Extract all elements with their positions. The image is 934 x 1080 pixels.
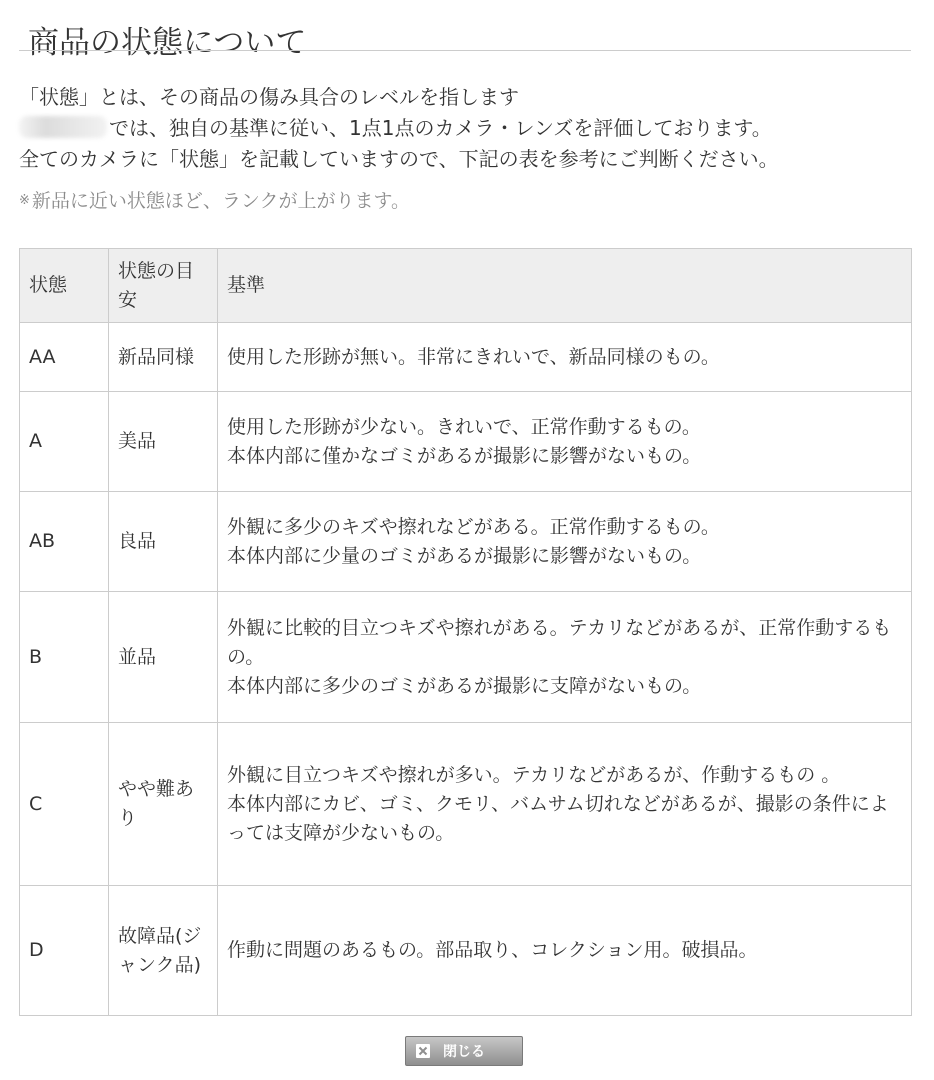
page-title: 商品の状態について xyxy=(28,24,307,61)
criteria-line: 使用した形跡が少ない。きれいで、正常作動するもの。 xyxy=(227,415,701,438)
redacted-shop-name xyxy=(19,116,107,138)
criteria-cell xyxy=(218,323,912,392)
criteria-line: 外観に多少のキズや擦れなどがある。正常作動するもの。 xyxy=(227,515,720,538)
criteria-cell xyxy=(218,492,912,592)
table-row xyxy=(20,392,912,492)
table-row xyxy=(20,886,912,1016)
intro-text xyxy=(19,82,779,175)
grade-cell: B xyxy=(20,592,109,723)
grade-cell: C xyxy=(20,723,109,886)
criteria-line: 本体内部に僅かなゴミがあるが撮影に影響がないもの。 xyxy=(227,444,702,467)
title-divider xyxy=(19,50,911,51)
intro-line-2-text: では、独自の基準に従い、1点1点のカメラ・レンズを評価しております。 xyxy=(109,116,772,140)
grade-cell: A xyxy=(20,392,109,492)
intro-line-1: 「状態」とは、その商品の傷み具合のレベルを指します xyxy=(19,85,519,109)
criteria-line: 使用した形跡が無い。非常にきれいで、新品同様のもの。 xyxy=(227,345,720,368)
note-text: 新品に近い状態ほど、ランクが上がります。 xyxy=(31,190,411,212)
criteria-line: 本体内部に多少のゴミがあるが撮影に支障がないもの。 xyxy=(227,674,702,697)
close-button-label: 閉じる xyxy=(443,1044,485,1060)
criteria-cell xyxy=(218,392,912,492)
table-row xyxy=(20,592,912,723)
intro-line-3: 全てのカメラに「状態」を記載していますので、下記の表を参考にご判断ください。 xyxy=(19,147,779,171)
header-criteria: 基準 xyxy=(218,249,912,323)
close-icon xyxy=(416,1044,430,1058)
criteria-line: 作動に問題のあるもの。部品取り、コレクション用。破損品。 xyxy=(227,939,758,961)
criteria-cell xyxy=(218,592,912,723)
grade-label-cell: 並品 xyxy=(109,592,218,723)
grade-cell: AA xyxy=(20,323,109,392)
close-button[interactable] xyxy=(405,1036,523,1066)
table-header-row xyxy=(20,249,912,323)
table-row xyxy=(20,723,912,886)
grade-cell: AB xyxy=(20,492,109,592)
grade-label-cell: 良品 xyxy=(109,492,218,592)
grade-label-cell: 故障品(ジャンク品) xyxy=(109,886,218,1016)
note-mark: ※ xyxy=(19,193,30,208)
condition-grade-table xyxy=(19,248,912,1016)
header-guideline: 状態の目安 xyxy=(109,249,218,323)
table-row xyxy=(20,492,912,592)
criteria-line: 外観に比較的目立つキズや擦れがある。テカリなどがあるが、正常作動するもの。 xyxy=(227,616,892,668)
grade-label-cell: 新品同様 xyxy=(109,323,218,392)
table-row xyxy=(20,323,912,392)
grade-label-cell: やや難あり xyxy=(109,723,218,886)
intro-line-2 xyxy=(19,113,779,144)
criteria-line: 外観に目立つキズや擦れが多い。テカリなどがあるが、作動するもの 。 xyxy=(227,763,841,786)
criteria-line: 本体内部にカビ、ゴミ、クモリ、バムサム切れなどがあるが、撮影の条件によっては支障が少ないもの。 xyxy=(227,792,889,844)
criteria-cell xyxy=(218,723,912,886)
grade-cell: D xyxy=(20,886,109,1016)
rank-note xyxy=(19,187,410,215)
grade-label-cell: 美品 xyxy=(109,392,218,492)
criteria-cell xyxy=(218,886,912,1016)
header-condition: 状態 xyxy=(20,249,109,323)
criteria-line: 本体内部に少量のゴミがあるが撮影に影響がないもの。 xyxy=(227,544,702,567)
